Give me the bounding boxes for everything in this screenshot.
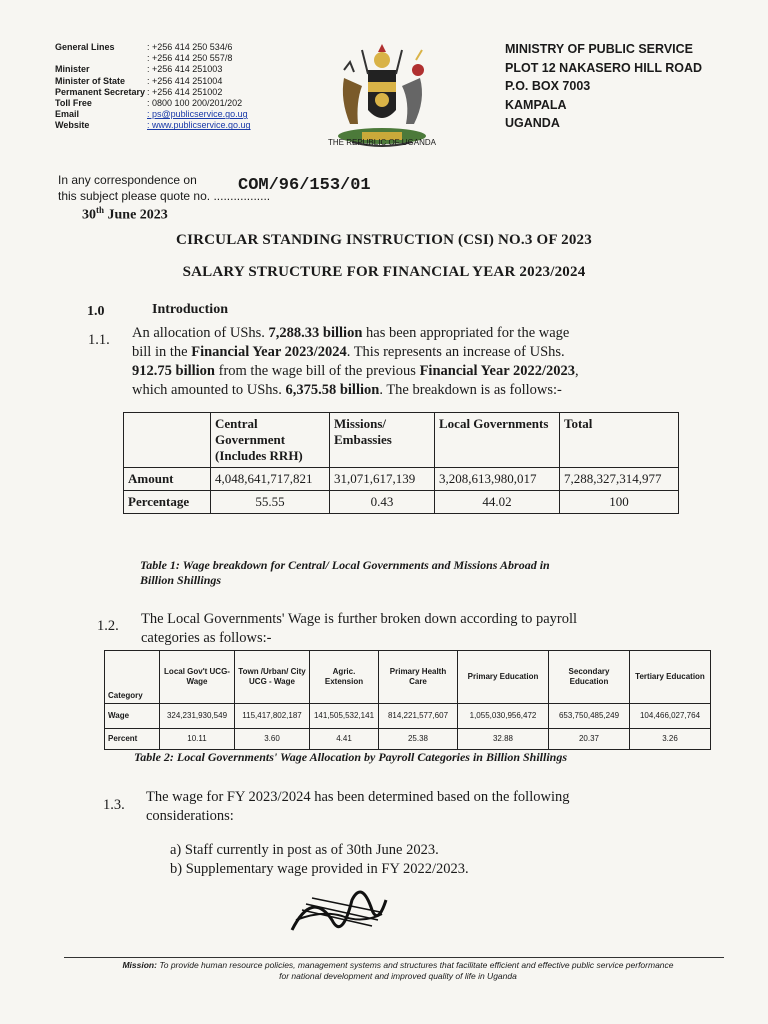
address-line: P.O. BOX 7003 (505, 79, 591, 93)
footer-divider (64, 957, 724, 958)
table-cell: 141,505,532,141 (310, 704, 379, 729)
paragraph-line: categories as follows:- (141, 630, 272, 646)
paragraph-number: 1.3. (103, 797, 125, 813)
mission-label: Mission: (122, 960, 157, 970)
address-line: MINISTRY OF PUBLIC SERVICE (505, 42, 693, 56)
row-label: Percentage (124, 491, 211, 514)
date-day: 30 (82, 207, 96, 223)
contact-label: Website (55, 120, 90, 131)
considerations-list (170, 842, 469, 878)
mission-text: To provide human resource policies, management systems and structures that facilitate efficient and effective public service performance (156, 960, 674, 970)
table-cell: 0.43 (330, 491, 435, 514)
text: from the wage bill of the previous (215, 363, 420, 379)
table-cell: 32.88 (458, 729, 549, 750)
contact-label: Permanent Secretary (55, 86, 146, 97)
address-line: UGANDA (505, 116, 560, 130)
paragraph-line (132, 324, 579, 343)
table-row (105, 729, 711, 750)
section-title: Introduction (152, 302, 228, 317)
address-line: PLOT 12 NAKASERO HILL ROAD (505, 60, 703, 75)
contact-label: Email (55, 109, 80, 120)
table-cell: 3,208,613,980,017 (435, 468, 560, 491)
table-cell: 4.41 (310, 729, 379, 750)
table-1-caption (140, 558, 550, 588)
table-cell: 20.37 (549, 729, 630, 750)
contact-label: General Lines (55, 42, 115, 52)
coat-caption: THE REPUBLIC OF UGANDA (327, 138, 436, 147)
table-cell: 324,231,930,549 (160, 704, 235, 729)
table-header: Total (560, 413, 679, 468)
paragraph-line: The wage for FY 2023/2024 has been determined based on the following (146, 789, 570, 805)
table-row (124, 468, 679, 491)
table-cell: 653,750,485,249 (549, 704, 630, 729)
table-header: Local Gov't UCG- Wage (160, 651, 235, 704)
table-cell: 55.55 (211, 491, 330, 514)
contact-value: : 0800 100 200/201/202 (147, 98, 243, 109)
table-row (105, 704, 711, 729)
table-cell: 104,466,027,764 (630, 704, 711, 729)
email-link[interactable]: : ps@publicservice.go.ug (147, 109, 248, 120)
table-2-caption: Table 2: Local Governments' Wage Allocation by Payroll Categories in Billion Shillings (134, 750, 568, 764)
amount: 6,375.58 billion (285, 382, 380, 398)
ministry-address (505, 40, 702, 133)
table-header: Primary Education (458, 651, 549, 704)
table-cell: 3.60 (235, 729, 310, 750)
table-cell: 7,288,327,314,977 (560, 468, 679, 491)
paragraph-number: 1.2. (97, 618, 119, 634)
contact-label: Minister (55, 64, 90, 75)
contact-row (55, 53, 251, 64)
table-cell: 1,055,030,956,472 (458, 704, 549, 729)
paragraph-line (132, 381, 579, 400)
contact-row (55, 76, 251, 87)
table-cell: 115,417,802,187 (235, 704, 310, 729)
fiscal-year: Financial Year 2023/2024 (191, 344, 347, 360)
text: . This represents an increase of UShs. (346, 344, 565, 360)
contact-row (55, 109, 251, 120)
contact-label: Minister of State (55, 75, 126, 86)
caption-line: Billion Shillings (140, 573, 222, 587)
contact-row (55, 98, 251, 109)
contact-value: : +256 414 250 534/6 (147, 42, 233, 52)
circular-subtitle: SALARY STRUCTURE FOR FINANCIAL YEAR 2023/2024 (182, 264, 586, 280)
table-cell: 25.38 (379, 729, 458, 750)
contact-row (55, 87, 251, 98)
table-cell: 31,071,617,139 (330, 468, 435, 491)
contact-label: Toll Free (55, 98, 92, 109)
contact-value: : +256 414 251002 (147, 86, 223, 97)
table-cell: 100 (560, 491, 679, 514)
table-cell: 4,048,641,717,821 (211, 468, 330, 491)
paragraph-line (132, 362, 579, 381)
table-header: Secondary Education (549, 651, 630, 704)
list-item: b) Supplementary wage provided in FY 2022/2023. (170, 861, 469, 877)
date-suffix: th (96, 205, 105, 215)
text: which amounted to UShs. (132, 382, 286, 398)
signature-icon (282, 880, 392, 950)
contact-row (55, 120, 251, 131)
mission-line: for national development and improved quality of life in Uganda (279, 971, 517, 981)
row-label: Percent (105, 729, 160, 750)
table-header: Primary Health Care (379, 651, 458, 704)
amount: 7,288.33 billion (268, 325, 363, 341)
table-cell: 44.02 (435, 491, 560, 514)
paragraph-number: 1.1. (88, 332, 110, 348)
caption-line: Table 1: Wage breakdown for Central/ Local Governments and Missions Abroad in (140, 558, 550, 572)
correspondence-line: this subject please quote no. ................. (58, 189, 271, 203)
section-number: 1.0 (87, 304, 105, 319)
amount: 912.75 billion (132, 363, 215, 379)
table-header: Category (105, 651, 160, 704)
contact-value: : +256 414 251004 (147, 75, 223, 86)
text: , (575, 363, 579, 379)
paragraph-1-3 (146, 788, 569, 826)
table-row (124, 491, 679, 514)
table-header: Local Governments (435, 413, 560, 468)
text: bill in the (132, 344, 192, 360)
circular-title: CIRCULAR STANDING INSTRUCTION (CSI) NO.3 OF 2023 (176, 232, 592, 248)
contact-block (55, 42, 251, 132)
coat-of-arms-icon (322, 40, 442, 148)
mission-statement (78, 960, 718, 982)
paragraph-1-2 (141, 610, 577, 648)
text: An allocation of UShs. (132, 325, 269, 341)
table-header-row (105, 651, 711, 704)
table-header: Central Government (Includes RRH) (211, 413, 330, 468)
contact-row (55, 64, 251, 75)
correspondence-line: In any correspondence on (58, 173, 197, 187)
table-cell (124, 413, 211, 468)
paragraph-line (132, 343, 579, 362)
table-cell: 814,221,577,607 (379, 704, 458, 729)
text: . The breakdown is as follows:- (379, 382, 562, 398)
address-line: KAMPALA (505, 97, 567, 112)
text: has been appropriated for the wage (362, 325, 570, 341)
row-label: Amount (124, 468, 211, 491)
table-header: Missions/ Embassies (330, 413, 435, 468)
paragraph-line: considerations: (146, 808, 234, 824)
contact-row (55, 42, 251, 53)
mission-line (78, 960, 718, 971)
date-rest: June 2023 (104, 207, 168, 223)
wage-breakdown-table (123, 412, 679, 514)
fiscal-year: Financial Year 2022/2023 (419, 363, 576, 379)
paragraph-1-1 (132, 324, 579, 400)
reference-number: COM/96/153/01 (238, 176, 371, 195)
table-header-row (124, 413, 679, 468)
table-header: Agric. Extension (310, 651, 379, 704)
table-cell: 3.26 (630, 729, 711, 750)
local-government-wage-table (104, 650, 711, 750)
table-cell: 10.11 (160, 729, 235, 750)
website-link[interactable]: : www.publicservice.go.ug (147, 120, 251, 131)
document-date (82, 205, 168, 224)
table-header: Town /Urban/ City UCG - Wage (235, 651, 310, 704)
contact-label (55, 53, 147, 64)
list-item: a) Staff currently in post as of 30th June 2023. (170, 842, 439, 858)
row-label: Wage (105, 704, 160, 729)
table-header: Tertiary Education (630, 651, 711, 704)
paragraph-line: The Local Governments' Wage is further broken down according to payroll (141, 611, 578, 627)
contact-value: : +256 414 250 557/8 (147, 53, 233, 64)
contact-value: : +256 414 251003 (147, 64, 223, 75)
